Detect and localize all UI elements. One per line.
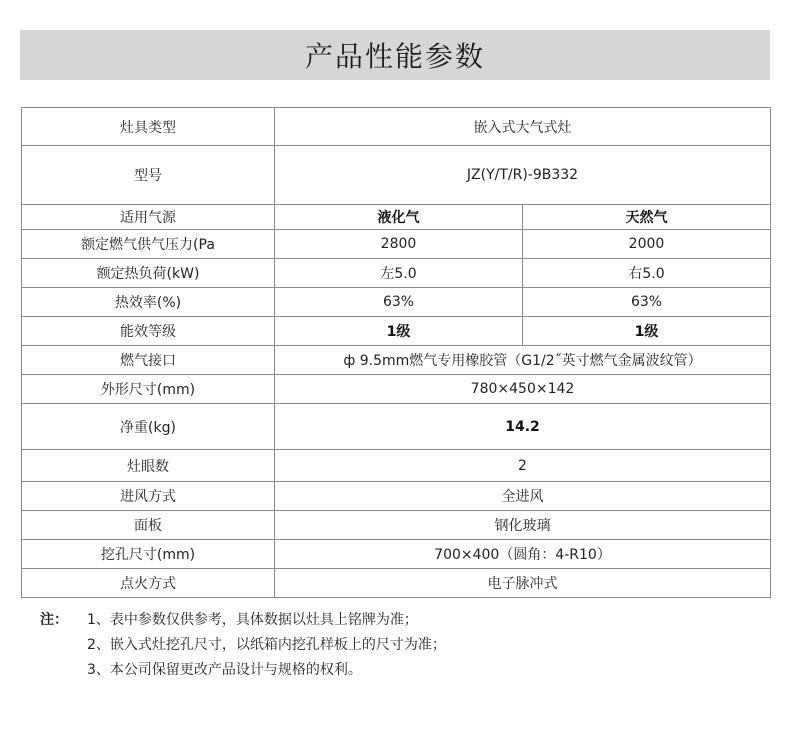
note-item: 2、嵌入式灶挖孔尺寸，以纸箱内挖孔样板上的尺寸为准； [87,637,446,653]
page-title: 产品性能参数 [304,40,485,73]
spec-row-cutout [22,540,771,569]
spec-value-lpg: 液化气 [275,205,523,230]
spec-table [21,107,771,598]
spec-row-panel [22,511,771,540]
spec-row-model [22,146,771,205]
spec-label: 进风方式 [22,482,275,511]
notes-heading: 注： [40,612,68,628]
note-item: 1、表中参数仅供参考，具体数据以灶具上铭牌为准； [87,612,418,628]
spec-row-heat-load [22,259,771,288]
spec-label: 面板 [22,511,275,540]
spec-label: 额定热负荷(kW) [22,259,275,288]
spec-value-natural-gas: 天然气 [523,205,771,230]
spec-value: 2 [275,450,771,482]
spec-value-natural-gas: 1级 [523,317,771,346]
spec-value: 780×450×142 [275,375,771,404]
spec-row-dimensions [22,375,771,404]
spec-label: 挖孔尺寸(mm) [22,540,275,569]
spec-label: 适用气源 [22,205,275,230]
spec-row-energy-grade [22,317,771,346]
spec-value-natural-gas: 2000 [523,230,771,259]
title-banner [20,30,770,80]
spec-value-lpg: 1级 [275,317,523,346]
spec-row-burners [22,450,771,482]
spec-row-air-intake [22,482,771,511]
spec-value: 电子脉冲式 [275,569,771,598]
spec-label: 能效等级 [22,317,275,346]
spec-label: 灶眼数 [22,450,275,482]
spec-row-pressure [22,230,771,259]
spec-label: 灶具类型 [22,108,275,146]
spec-row-ignition [22,569,771,598]
note-item: 3、本公司保留更改产品设计与规格的权利。 [87,662,362,678]
spec-label: 点火方式 [22,569,275,598]
spec-row-efficiency [22,288,771,317]
spec-value-lpg: 2800 [275,230,523,259]
notes [40,610,446,685]
spec-value: 嵌入式大气式灶 [275,108,771,146]
spec-value: 全进风 [275,482,771,511]
spec-value-lpg: 63% [275,288,523,317]
spec-row-cooker-type [22,108,771,146]
spec-value: 14.2 [275,404,771,450]
spec-label: 外形尺寸(mm) [22,375,275,404]
spec-label: 型号 [22,146,275,205]
spec-value: ф 9.5mm燃气专用橡胶管（G1/2˝英寸燃气金属波纹管） [275,346,771,375]
spec-row-gas-inlet [22,346,771,375]
spec-row-net-weight [22,404,771,450]
spec-label: 净重(kg) [22,404,275,450]
spec-value: 钢化玻璃 [275,511,771,540]
spec-value-natural-gas: 63% [523,288,771,317]
spec-value-natural-gas: 右5.0 [523,259,771,288]
spec-row-gas-source [22,205,771,230]
spec-value: 700×400（圆角：4-R10） [275,540,771,569]
spec-label: 燃气接口 [22,346,275,375]
spec-label: 热效率(%) [22,288,275,317]
spec-label: 额定燃气供气压力(Pa [22,230,275,259]
spec-value: JZ(Y/T/R)-9B332 [275,146,771,205]
spec-value-lpg: 左5.0 [275,259,523,288]
